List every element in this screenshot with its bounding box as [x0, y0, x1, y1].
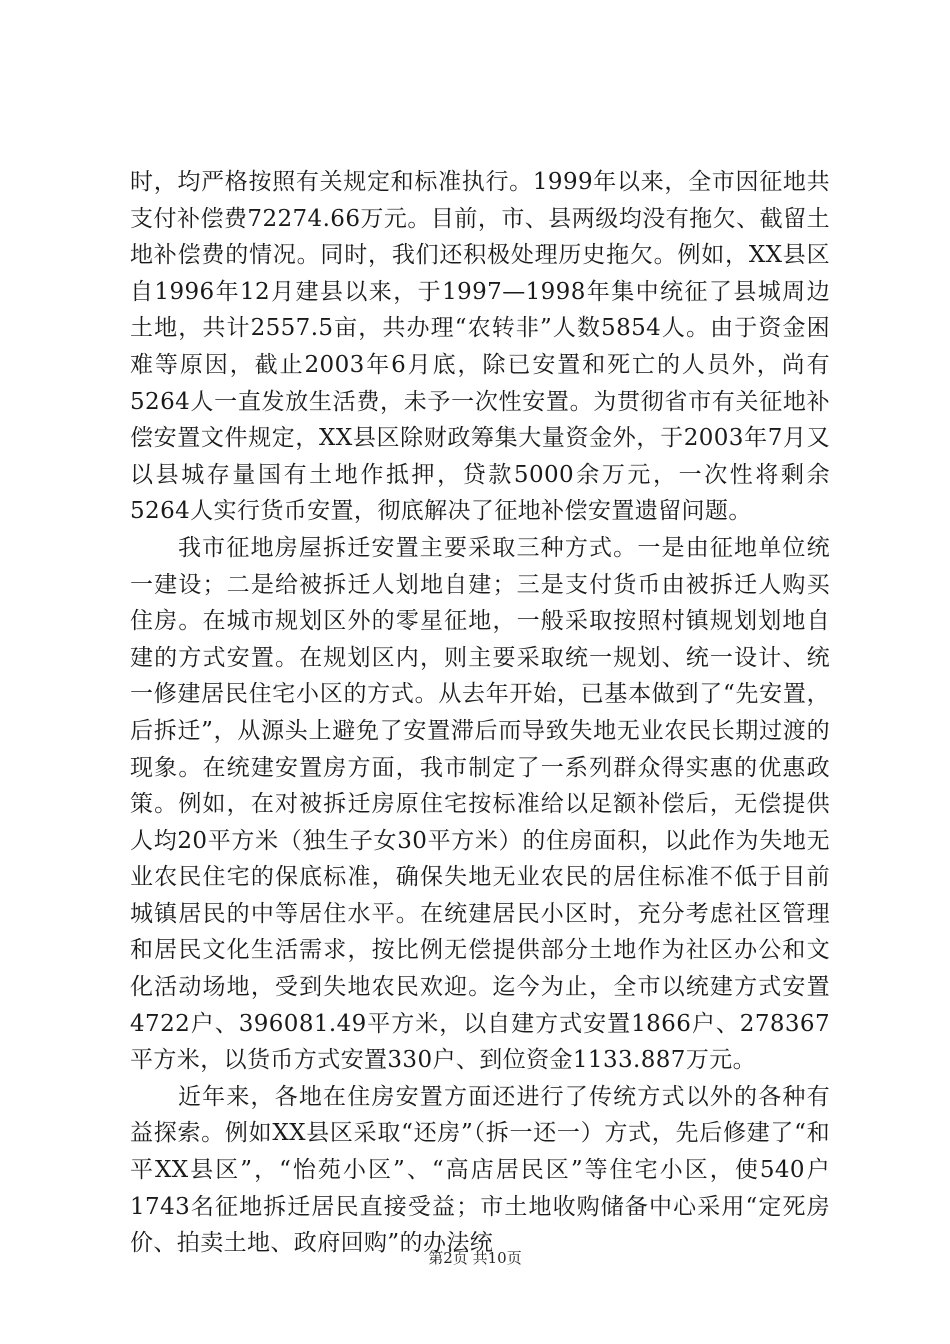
paragraph-continuation: 时，均严格按照有关规定和标准执行。1999年以来，全市因征地共支付补偿费72274.66万元。目前，市、县两级均没有拖欠、截留土地补偿费的情况。同时，我们还积极处理历史拖欠。例如，XX县区自1996年12月建县以来，于1997—1998年集中统征了县城周边土地，共计2557.5亩，共办理“农转非”人数5854人。由于资金困难等原因，截止2003年6月底，除已安置和死亡的人员外，尚有5264人一直发放生活费，未予一次性安置。为贯彻省市有关征地补偿安置文件规定，XX县区除财政筹集大量资金外，于2003年7月又以县城存量国有土地作抵押，贷款5000余万元，一次性将剩余5264人实行货币安置，彻底解决了征地补偿安置遗留问题。 [130, 169, 830, 525]
page-footer: 第2页 共10页 [428, 1249, 522, 1267]
paragraph-resettlement-methods: 我市征地房屋拆迁安置主要采取三种方式。一是由征地单位统一建设；二是给被拆迁人划地自建；三是支付货币由被拆迁人购买住房。在城市规划区外的零星征地，一般采取按照村镇规划划地自建的方式安置。在规划区内，则主要采取统一规划、统一设计、统一修建居民住宅小区的方式。从去年开始，已基本做到了“先安置，后拆迁”，从源头上避免了安置滞后而导致失地无业农民长期过渡的现象。在统建安置房方面，我市制定了一系列群众得实惠的优惠政策。例如，在对被拆迁房原住宅按标准给以足额补偿后，无偿提供人均20平方米（独生子女30平方米）的住房面积，以此作为失地无业农民住宅的保底标准，确保失地无业农民的居住标准不低于目前城镇居民的中等居住水平。在统建居民小区时，充分考虑社区管理和居民文化生活需求，按比例无偿提供部分土地作为社区办公和文化活动场地，受到失地农民欢迎。迄今为止，全市以统建方式安置4722户、396081.49平方米，以自建方式安置1866户、278367平方米，以货币方式安置330户、到位资金1133.887万元。 [130, 534, 830, 1074]
paragraph-housing-exploration: 近年来，各地在住房安置方面还进行了传统方式以外的各种有益探索。例如XX县区采取“还房”（拆一还一）方式，先后修建了“和平XX县区”，“怡苑小区”、“高店居民区”等住宅小区，使540户1743名征地拆迁居民直接受益；市土地收购储备中心采用“定死房价、拍卖土地、政府回购”的办法统 [130, 1083, 830, 1257]
document-body [130, 164, 830, 1262]
